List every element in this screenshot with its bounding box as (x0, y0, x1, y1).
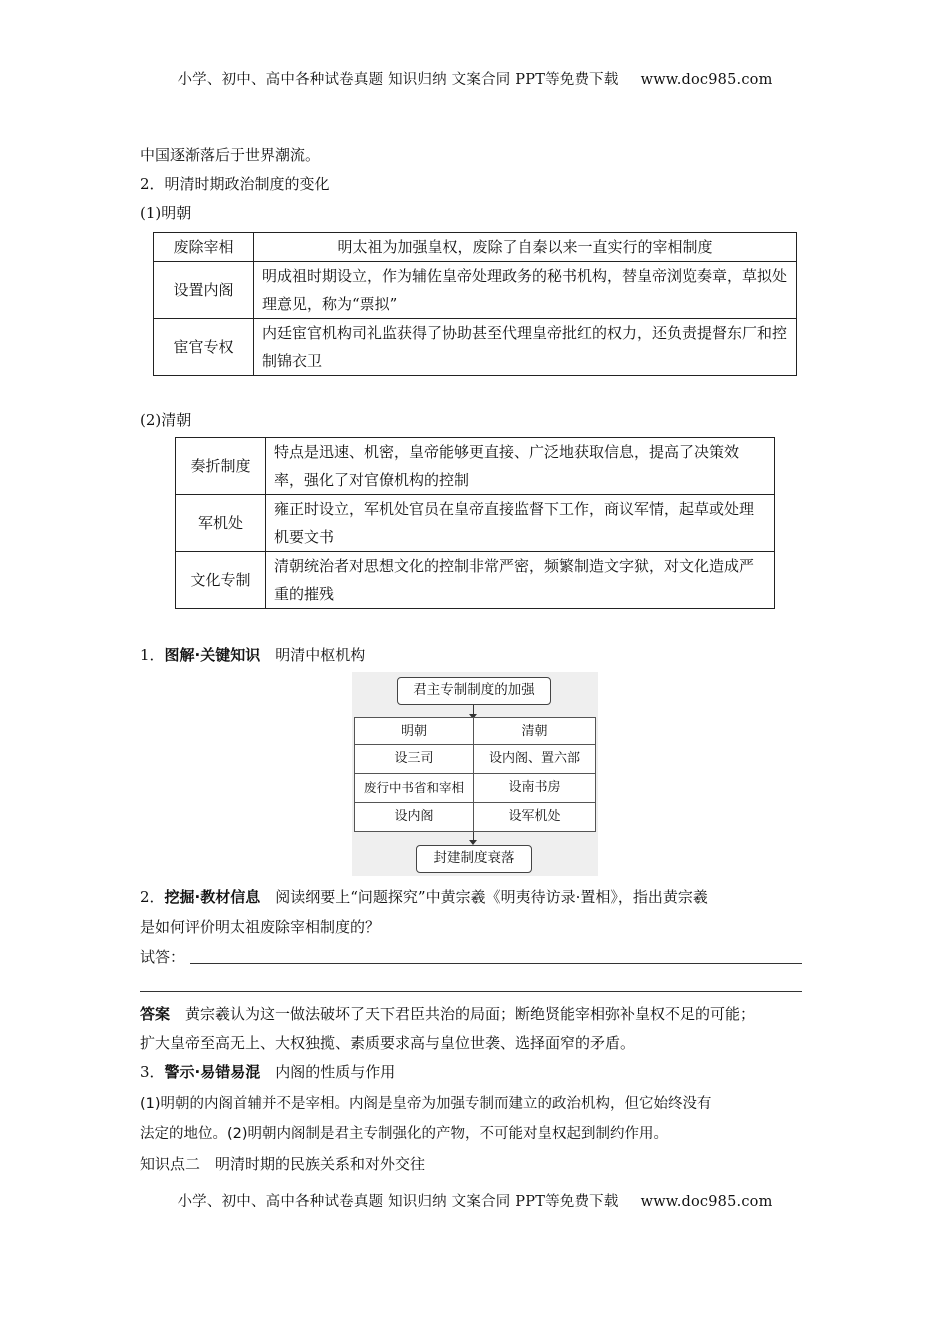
try-answer-label: 试答： (140, 948, 186, 966)
answer-line1 (140, 1004, 755, 1024)
point3-label: 警示·易错易混 (164, 1063, 261, 1081)
diagram-right-cell: 清朝 (473, 717, 596, 745)
point1-label: 图解·关键知识 (164, 646, 261, 664)
row-value: 特点是迅速、机密，皇帝能够更直接、广泛地获取信息，提高了决策效率，强化了对官僚机构的控制 (266, 438, 775, 495)
section-title: 2．明清时期政治制度的变化 (140, 175, 330, 193)
diagram-right-cell: 设军机处 (473, 802, 596, 832)
row-key: 军机处 (176, 495, 266, 552)
row-key: 废除宰相 (154, 233, 254, 262)
diagram-right-cell: 设内阁、置六部 (473, 744, 596, 774)
row-value: 明成祖时期设立，作为辅佐皇帝处理政务的秘书机构，替皇帝浏览奏章，草拟处理意见，称为“票拟” (254, 262, 797, 319)
page-header (0, 68, 950, 89)
point2 (140, 887, 708, 907)
answer-text1: 黄宗羲认为这一做法破坏了天下君臣共治的局面；断绝贤能宰相弥补皇权不足的可能； (185, 1005, 756, 1023)
row-value: 明太祖为加强皇权，废除了自秦以来一直实行的宰相制度 (254, 233, 797, 262)
point3-num: 3． (140, 1063, 165, 1081)
knowledge-point-2: 知识点二 明清时期的民族关系和对外交往 (140, 1155, 426, 1173)
row-value: 内廷宦官机构司礼监获得了协助甚至代理皇帝批红的权力，还负责提督东厂和控制锦衣卫 (254, 319, 797, 376)
intro-line: 中国逐渐落后于世界潮流。 (140, 146, 321, 164)
central-institutions-diagram (352, 672, 598, 876)
point2-text2: 是如何评价明太祖废除宰相制度的？ (140, 918, 381, 936)
header-site: www.doc985.com (640, 72, 773, 88)
header-text: 小学、初中、高中各种试卷真题 知识归纳 文案合同 PPT等免费下载 (177, 72, 619, 88)
table-row (154, 319, 797, 376)
table-row (176, 495, 775, 552)
diagram-top-box: 君主专制制度的加强 (397, 677, 551, 705)
ming-title: (1)明朝 (140, 204, 192, 222)
diagram-left-cell: 明朝 (354, 717, 474, 745)
warn-line1: (1)明朝的内阁首辅并不是宰相。内阁是皇帝为加强专制而建立的政治机构，但它始终没有 (140, 1096, 712, 1112)
row-key: 文化专制 (176, 552, 266, 609)
footer-site: www.doc985.com (640, 1194, 773, 1210)
table-row (154, 233, 797, 262)
point2-label: 挖掘·教材信息 (164, 888, 261, 906)
point1-num: 1． (140, 646, 165, 664)
row-value: 雍正时设立，军机处官员在皇帝直接监督下工作，商议军情，起草或处理机要文书 (266, 495, 775, 552)
table-row (176, 552, 775, 609)
diagram-right-cell: 设南书房 (473, 773, 596, 803)
answer-blank-line (190, 963, 802, 964)
row-value: 清朝统治者对思想文化的控制非常严密，频繁制造文字狱，对文化造成严重的摧残 (266, 552, 775, 609)
table-row (154, 262, 797, 319)
diagram-left-cell: 废行中书省和宰相 (354, 773, 474, 803)
point1-text: 明清中枢机构 (275, 646, 366, 664)
table-row (176, 438, 775, 495)
row-key: 设置内阁 (154, 262, 254, 319)
page-footer (0, 1190, 950, 1211)
row-key: 宦官专权 (154, 319, 254, 376)
diagram-left-cell: 设内阁 (354, 802, 474, 832)
footer-text: 小学、初中、高中各种试卷真题 知识归纳 文案合同 PPT等免费下载 (177, 1194, 619, 1210)
answer-line2: 扩大皇帝至高无上、大权独揽、素质要求高与皇位世袭、选择面窄的矛盾。 (140, 1034, 636, 1052)
answer-blank-line (140, 991, 802, 992)
point2-num: 2． (140, 888, 165, 906)
qing-title: (2)清朝 (140, 411, 192, 429)
qing-table (175, 437, 775, 609)
diagram-bottom-box: 封建制度衰落 (416, 845, 532, 873)
point3-text: 内阁的性质与作用 (275, 1063, 396, 1081)
point1 (140, 645, 365, 665)
warn-line2: 法定的地位。(2)明朝内阁制是君主专制强化的产物，不可能对皇权起到制约作用。 (140, 1126, 669, 1142)
point2-text1: 阅读纲要上“问题探究”中黄宗羲《明夷待访录·置相》，指出黄宗羲 (275, 888, 708, 906)
diagram-left-cell: 设三司 (354, 744, 474, 774)
point3 (140, 1062, 395, 1082)
answer-label: 答案 (140, 1005, 171, 1023)
ming-table (153, 232, 797, 376)
row-key: 奏折制度 (176, 438, 266, 495)
